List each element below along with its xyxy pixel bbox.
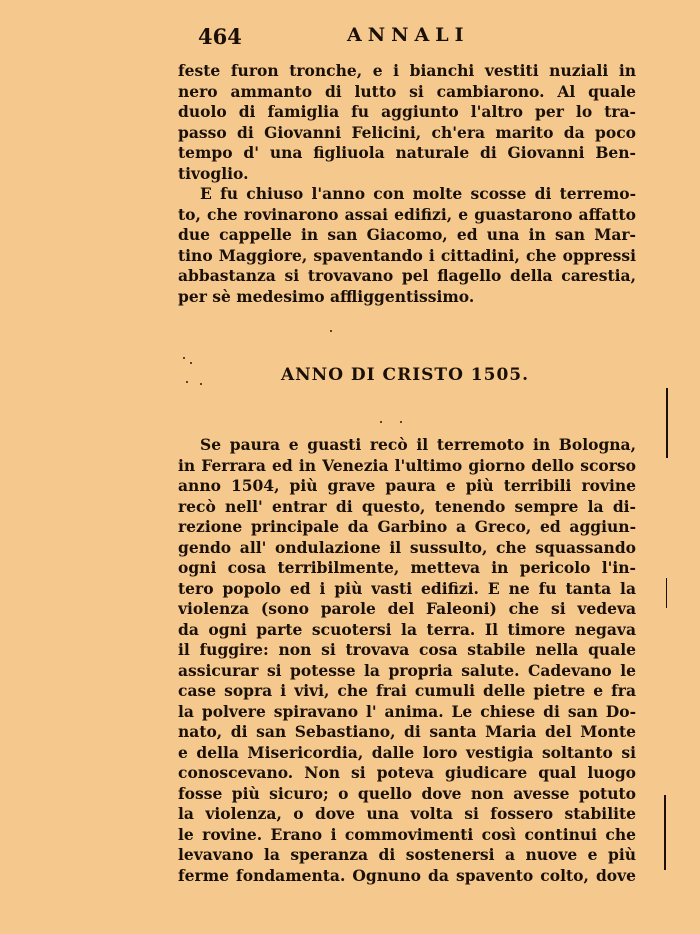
paragraph-1 (178, 61, 636, 307)
text-line: rezione principale da Garbino a Greco, ed aggiun- (178, 517, 636, 536)
page-header (0, 24, 700, 50)
text-line: gendo all' ondulazione il sussulto, che squassando (178, 537, 636, 557)
text-line: abbastanza si trovavano pel flagello della carestia, (178, 266, 636, 285)
text-line: il fuggire: non si trovava cosa stabile nella quale (178, 640, 636, 659)
text-line: ferme fondamenta. Ognuno da spavento colto, dove (178, 865, 636, 885)
text-line: levavano la speranza di sostenersi a nuove e più (178, 845, 636, 864)
text-line: in Ferrara ed in Venezia l'ultimo giorno dello scorso (178, 455, 636, 475)
year-heading-text: ANNO DI CRISTO 1505. (280, 365, 530, 385)
scan-speck (200, 383, 202, 385)
text-line: conoscevano. Non si poteva giudicare qual luogo (178, 763, 636, 782)
text-line: le rovine. Erano i commovimenti così continui che (178, 824, 636, 844)
scan-speck (183, 357, 185, 359)
text-line: fosse più sicuro; o quello dove non avesse potuto (178, 783, 636, 803)
text-line: la violenza, o dove una volta si fossero stabilite (178, 804, 636, 823)
running-title: ANNALI (347, 24, 470, 46)
text-line: tempo d' una figliuola naturale di Giovanni Ben- (178, 143, 636, 162)
text-line: to, che rovinarono assai edifizi, e guastarono affatto (178, 204, 636, 224)
text-line: da ogni parte scuotersi la terra. Il timore negava (178, 619, 636, 639)
text-line: violenza (sono parole del Faleoni) che si vedeva (178, 599, 636, 618)
year-heading (0, 365, 700, 385)
text-line: ogni cosa terribilmente, metteva in pericolo l'in- (178, 558, 636, 577)
scan-edge-rule (664, 795, 666, 870)
text-line: Se paura e guasti recò il terremoto in Bologna, (200, 435, 636, 454)
scan-speck (190, 362, 192, 364)
page-number: 464 (198, 24, 242, 49)
text-line: tero popolo ed i più vasti edifizi. E ne fu tanta la (178, 578, 636, 598)
text-line: e della Misericordia, dalle loro vestigia soltanto si (178, 742, 636, 762)
scan-speck (400, 421, 402, 423)
text-line: nero ammanto di lutto si cambiarono. Al quale (178, 81, 636, 101)
text-line: passo di Giovanni Felicini, ch'era marito da poco (178, 122, 636, 142)
scan-speck (380, 421, 382, 423)
text-line: nato, di san Sebastiano, di santa Maria del Monte (178, 722, 636, 741)
text-line: assicurar si potesse la propria salute. Cadevano le (178, 660, 636, 680)
paragraph-3 (178, 435, 636, 886)
text-line: due cappelle in san Giacomo, ed una in san Mar- (178, 225, 636, 244)
text-line: feste furon tronche, e i bianchi vestiti nuziali in (178, 61, 636, 80)
text-line: anno 1504, più grave paura e più terribili rovine (178, 476, 636, 495)
scan-edge-rule (666, 578, 667, 608)
text-line: tivoglio. (178, 163, 249, 183)
scan-speck (186, 381, 188, 383)
text-line: la polvere spiravano l' anima. Le chiese di san Do- (178, 701, 636, 721)
scan-speck (330, 330, 332, 332)
scan-edge-rule (666, 388, 668, 458)
text-line: recò nell' entrar di questo, tenendo sempre la di- (178, 496, 636, 516)
text-line: tino Maggiore, spaventando i cittadini, che oppressi (178, 245, 636, 265)
text-line: duolo di famiglia fu aggiunto l'altro per lo tra- (178, 102, 636, 121)
text-line: per sè medesimo affliggentissimo. (178, 286, 475, 306)
text-line: case sopra i vivi, che frai cumuli delle pietre e fra (178, 681, 636, 700)
text-line: E fu chiuso l'anno con molte scosse di terremo- (200, 184, 636, 203)
